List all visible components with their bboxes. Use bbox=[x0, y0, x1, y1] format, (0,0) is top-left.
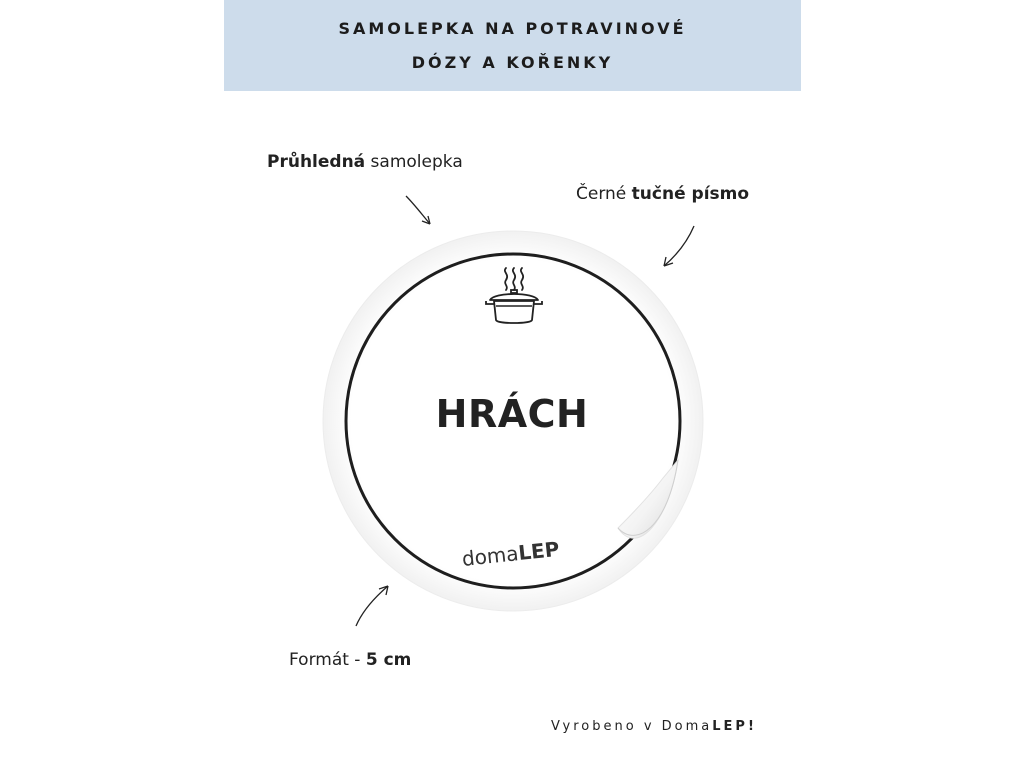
note-font-bold: tučné písmo bbox=[631, 184, 750, 204]
arrow-format-icon bbox=[352, 580, 394, 632]
note-transparent-sticker bbox=[267, 152, 463, 172]
note-transparent-rest: samolepka bbox=[365, 152, 463, 172]
note-transparent-bold: Průhledná bbox=[267, 152, 366, 172]
arrow-transparent-icon bbox=[400, 192, 440, 232]
brand-regular: doma bbox=[460, 541, 520, 571]
footer-regular: Vyrobeno v Doma bbox=[551, 719, 713, 734]
brand-bold: LEP bbox=[517, 536, 561, 566]
note-font-regular: Černé bbox=[576, 184, 632, 204]
sticker-title: HRÁCH bbox=[435, 392, 589, 436]
header-title-line-2: DÓZY A KOŘENKY bbox=[411, 52, 614, 72]
note-format bbox=[289, 650, 411, 670]
header-title-line-1: SAMOLEPKA NA POTRAVINOVÉ bbox=[338, 18, 687, 38]
footer-made-by bbox=[551, 719, 757, 734]
header-band bbox=[224, 0, 801, 91]
note-format-regular: Formát - bbox=[289, 650, 366, 670]
footer-bold: LEP! bbox=[712, 719, 757, 734]
cooking-pot-icon bbox=[484, 264, 544, 328]
note-bold-font bbox=[576, 184, 749, 204]
note-format-bold: 5 cm bbox=[365, 650, 412, 670]
